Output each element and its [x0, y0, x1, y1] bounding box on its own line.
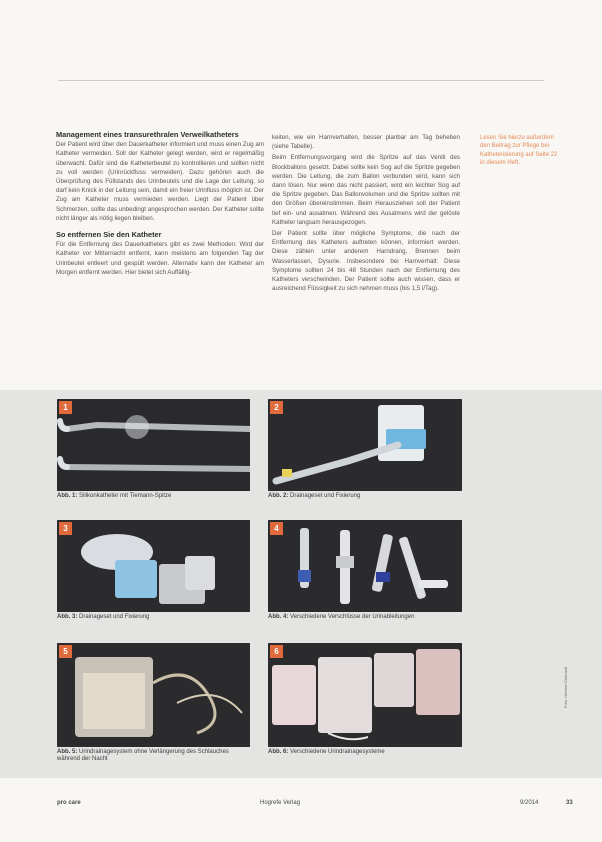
- figure-1-caption: [57, 493, 250, 500]
- figure-4-number: 4: [270, 522, 283, 535]
- catheter-illustration: [57, 399, 250, 491]
- figure-6-photo: [268, 643, 462, 747]
- top-rule: [58, 80, 544, 81]
- footer-issue: 9/2014: [520, 800, 539, 806]
- section-heading-management: Management eines transurethralen Verweilkatheters: [56, 130, 239, 139]
- figure-5-number: 5: [59, 645, 72, 658]
- figure-1-label: Abb. 1:: [57, 493, 78, 499]
- paragraph-symptoms: Der Patient sollte über mögliche Symptome, die nach der Entfernung des Katheters auftreten können, informiert werden. Diese zählen unter anderem Harndrang, Brennen beim Wasserlassen, Dysurie. Insbesondere bei Harnverhalt: Diese Symptome sollten 24 bis 48 Stunden nach der Entfernung des Katheters verschwinden. Der Patient sollte auch wissen, dass er ausreichend Flüssigkeit zu sich nehmen muss (bis 1,5 l/Tag).: [272, 230, 460, 293]
- figure-3-caption-text: Drainageset und Fixierung: [79, 614, 150, 620]
- section-heading-removal: So entfernen Sie den Katheter: [56, 230, 162, 240]
- fixation-set-illustration: [57, 520, 250, 612]
- connectors-illustration: [268, 520, 462, 612]
- figure-3-caption: [57, 614, 250, 621]
- figure-2-number: 2: [270, 401, 283, 414]
- footer-publisher: Hogrefe Verlag: [260, 800, 301, 806]
- paragraph-removal-start: Für die Entfernung des Dauerkatheters gibt es zwei Methoden: Wird der Katheter vor Mitternacht entfernt, kann meistens am folgenden Tag der Urinbeutel entleert und gespült werden. Alternativ kann der Katheter am Morgen entfernt werden. Hier bietet sich Auffällig-: [56, 241, 264, 276]
- figure-1-caption-text: Silikonkatheter mit Tiemann-Spitze: [79, 493, 172, 499]
- drainage-bags-illustration: [268, 643, 462, 747]
- text-column-1: [56, 130, 264, 279]
- drainage-set-illustration: [268, 399, 462, 491]
- figure-5-caption: [57, 749, 250, 763]
- figure-2-caption-text: Drainageset und Fixierung: [290, 493, 361, 499]
- figure-4-caption-text: Verschiedene Verschlüsse der Urinableitungen: [290, 614, 415, 620]
- page-number: 33: [566, 800, 573, 806]
- night-drainage-illustration: [57, 643, 250, 747]
- paragraph-removal-process: Beim Entfernungsvorgang wird die Spritze auf das Ventil des Blockballons gesetzt. Dabei sollte kein Sog auf die Spritze gegeben werden. Die Leitung, die zum Ballon verbunden wird, kann sich dann lösen. Nur wenn das nicht passiert, wird ein leichter Sog auf die Spritze gegeben. Das Ballonvolumen und die Spritze sollten mit den Größen übereinstimmen. Beim Herausziehen soll der Patient tief ein- und ausatmen. Während des Ausatmens wird der gelöste Katheter langsam herausgezogen.: [272, 154, 460, 226]
- figure-1-photo: [57, 399, 250, 491]
- figure-5-caption-text: Urindrainagesystem ohne Verlängerung des Schlauches während der Nacht: [57, 749, 229, 763]
- figure-6-caption-text: Verschiedene Urindrainagesysteme: [290, 749, 385, 755]
- figure-6-number: 6: [270, 645, 283, 658]
- figure-3-number: 3: [59, 522, 72, 535]
- figure-1-number: 1: [59, 401, 72, 414]
- paragraph-continuation: keiten, wie ein Harnverhalten, besser planbar am Tag beheben (siehe Tabelle).: [272, 134, 460, 151]
- side-note: Lesen Sie hierzu außerdem den Beitrag zur Pflege bei Katheterisierung auf Seite 22 in diesem Heft.: [480, 135, 558, 167]
- figure-3-photo: [57, 520, 250, 612]
- figure-2-label: Abb. 2:: [268, 493, 289, 499]
- paragraph-management: Der Patient wird über den Dauerkatheter informiert und muss einen Zug am Katheter vermeiden. Soll der Katheter gelegt werden, wird er regelmäßig überwacht. Dafür sind die Katheterbeutel zu kontrollieren und sollten nicht zu voll werden (Urinrückfluss vermeiden). Dazu gehören auch die Überprüfung des Füllstands des Urinbeutels und die Lage der Leitung, so darf kein Knick in der Leitung sein, damit ein freier Urinfluss möglich ist. Der Zug am Katheter muss vermieden werden. Liegt der Patient über Schmerzen, sollte das unbedingt angesprochen werden. Der Katheter sollte nicht länger als nötig liegen bleiben.: [56, 141, 264, 222]
- figure-4-label: Abb. 4:: [268, 614, 289, 620]
- figure-4-caption: [268, 614, 462, 621]
- figure-5-label: Abb. 5:: [57, 749, 78, 755]
- figure-5-photo: [57, 643, 250, 747]
- figure-3-label: Abb. 3:: [57, 614, 78, 620]
- text-column-2: [272, 133, 460, 295]
- figure-6-label: Abb. 6:: [268, 749, 289, 755]
- figure-4-photo: [268, 520, 462, 612]
- figure-2-caption: [268, 493, 462, 500]
- figure-6-caption: [268, 749, 462, 756]
- figure-2-photo: [268, 399, 462, 491]
- photo-credit: Foto: Herbert Gebhardt: [563, 666, 568, 708]
- footer-journal: pro care: [57, 800, 81, 806]
